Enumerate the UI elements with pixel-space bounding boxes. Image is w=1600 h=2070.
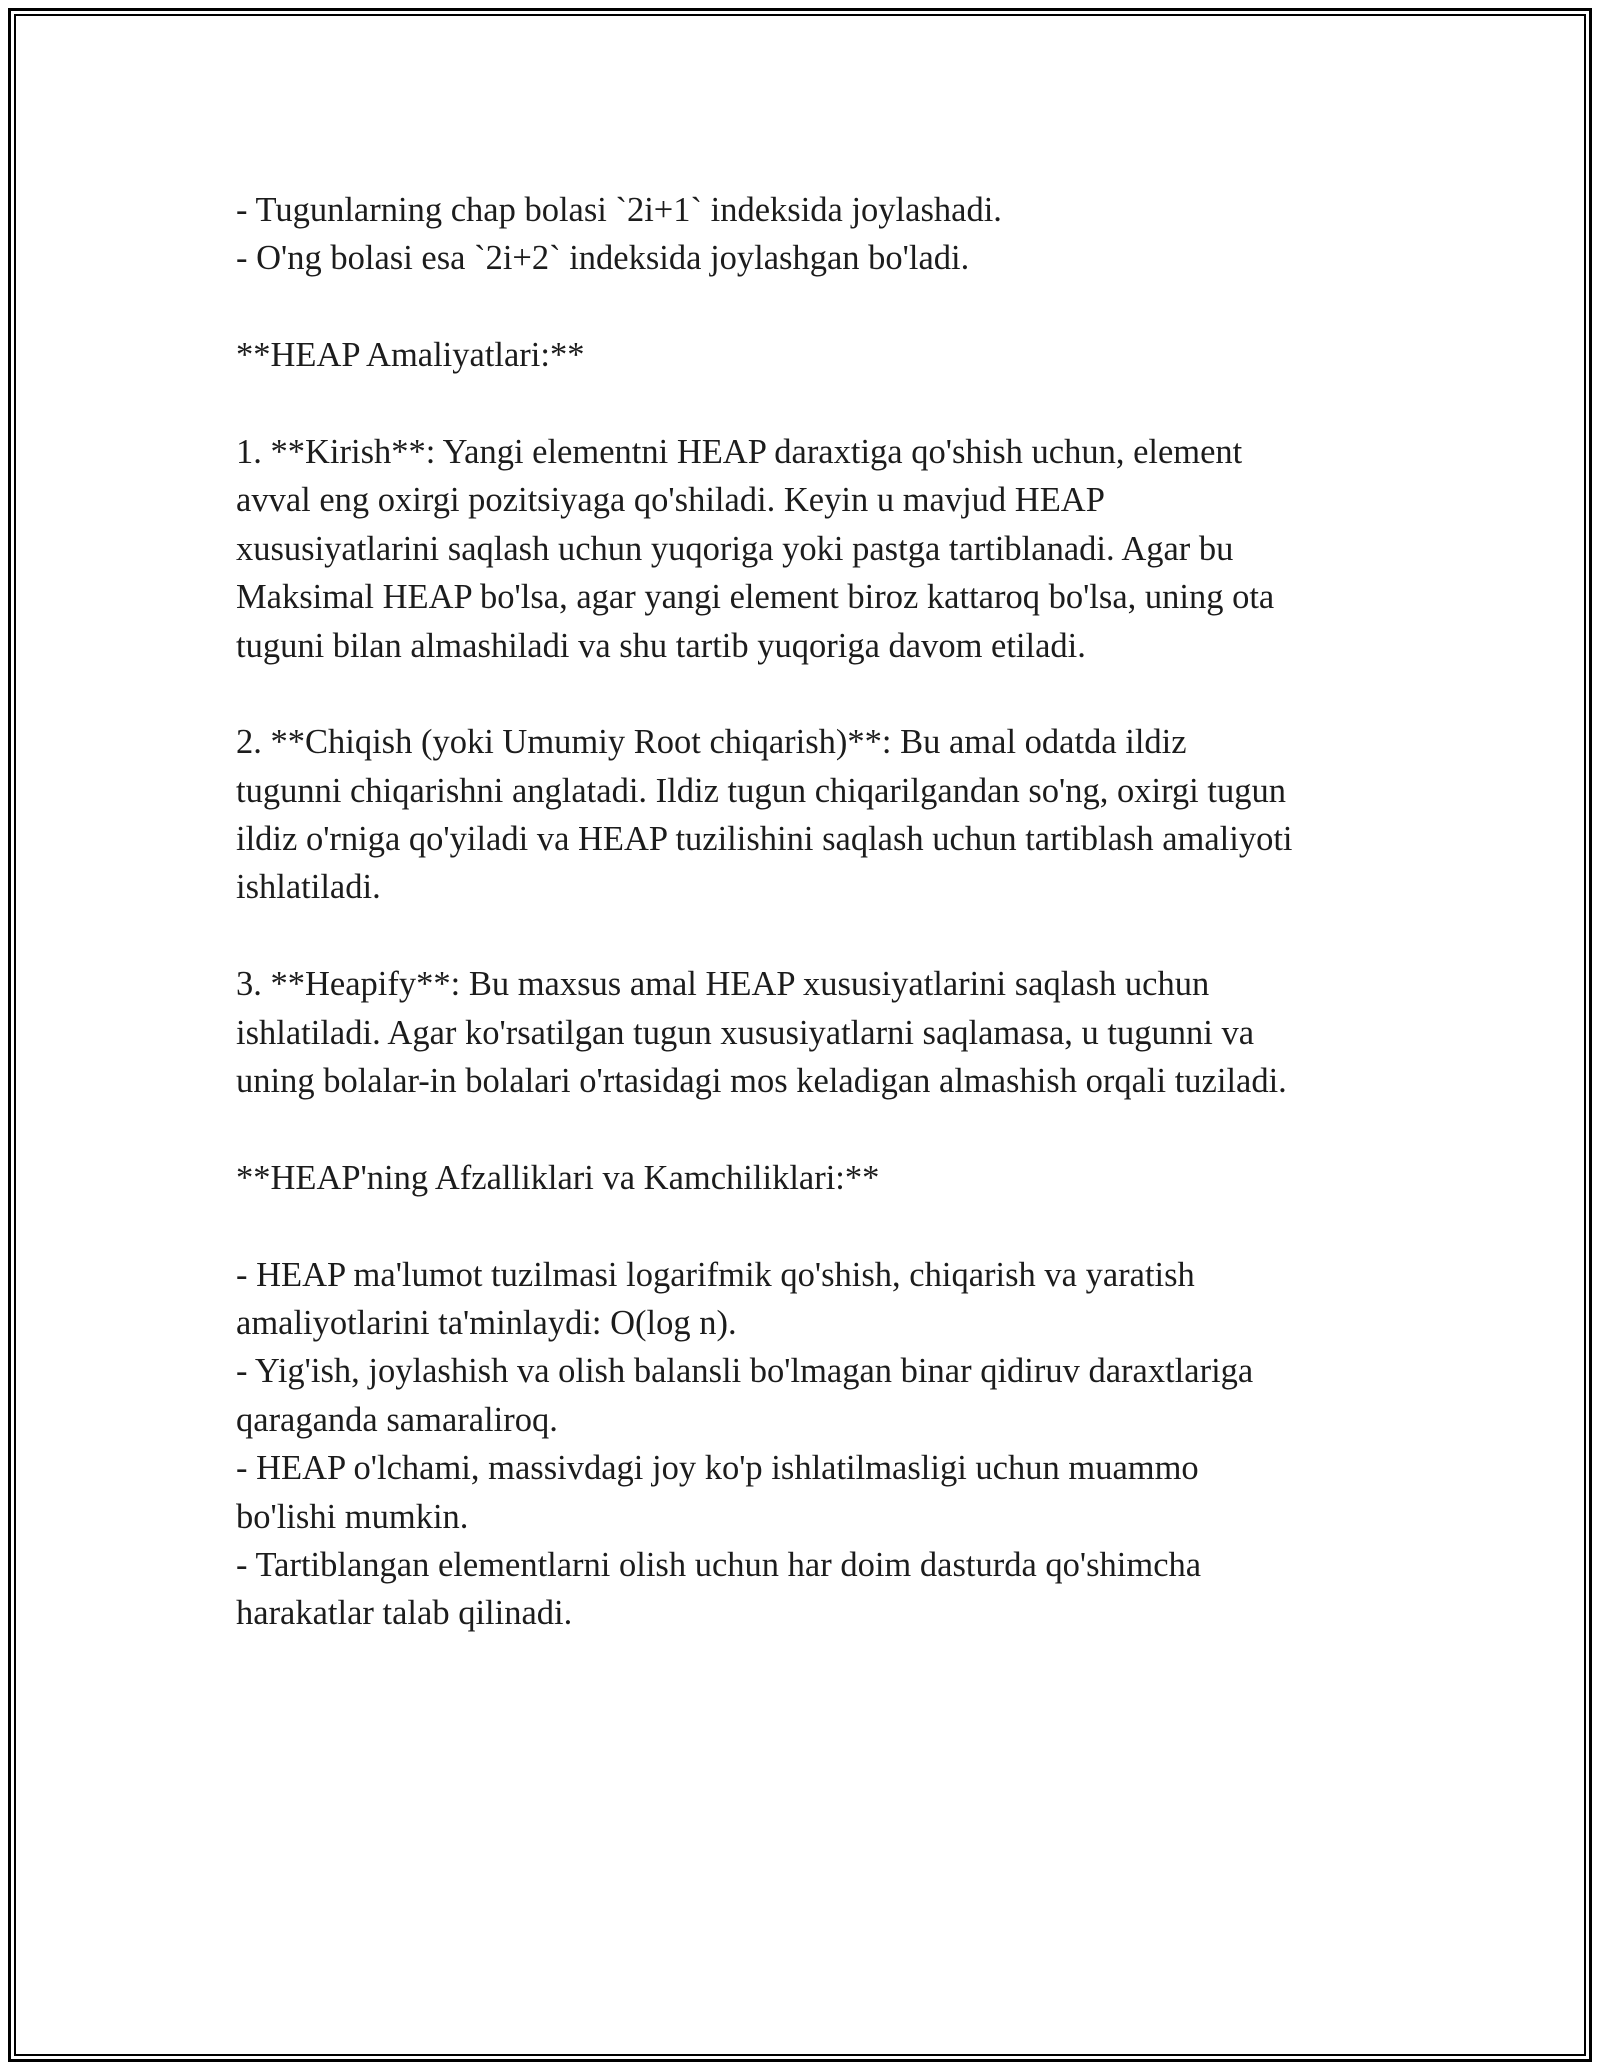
heading-pros-cons: **HEAP'ning Afzalliklari va Kamchiliklari:** — [236, 1158, 880, 1197]
bullet-efficiency: qaraganda samaraliroq. — [236, 1400, 558, 1439]
paragraph-insert-line: avval eng oxirgi pozitsiyaga qo'shiladi. Keyin u mavjud HEAP — [236, 481, 1105, 520]
blank-line — [236, 380, 1386, 428]
paragraph-extract-line: 2. **Chiqish (yoki Umumiy Root chiqarish)**: Bu amal odatda ildiz — [236, 723, 1187, 762]
paragraph-extract-line: ildiz o'rniga qo'yiladi va HEAP tuzilishini saqlash uchun tartiblash amaliyoti — [236, 820, 1293, 859]
blank-line — [236, 1105, 1386, 1153]
blank-line — [236, 1202, 1386, 1250]
paragraph-extract-line: ishlatiladi. — [236, 868, 381, 907]
paragraph-extract-line: tugunni chiqarishni anglatadi. Ildiz tugun chiqarilgandan so'ng, oxirgi tugun — [236, 771, 1286, 810]
blank-line — [236, 912, 1386, 960]
bullet-efficiency: - Yig'ish, joylashish va olish balansli bo'lmagan binar qidiruv daraxtlariga — [236, 1352, 1254, 1391]
bullet-right-child-index: - O'ng bolasi esa `2i+2` indeksida joylashgan bo'ladi. — [236, 239, 970, 278]
paragraph-insert-line: 1. **Kirish**: Yangi elementni HEAP daraxtiga qo'shish uchun, element — [236, 432, 1243, 471]
bullet-sorted-retrieval: harakatlar talab qilinadi. — [236, 1594, 573, 1633]
bullet-logarithmic-ops: - HEAP ma'lumot tuzilmasi logarifmik qo'shish, chiqarish va yaratish — [236, 1255, 1195, 1294]
document-body — [236, 186, 1386, 1638]
bullet-heap-size: - HEAP o'lchami, massivdagi joy ko'p ishlatilmasligi uchun muammo — [236, 1449, 1199, 1488]
paragraph-heapify-line: uning bolalar-in bolalari o'rtasidagi mos keladigan almashish orqali tuziladi. — [236, 1062, 1287, 1101]
heading-heap-operations: **HEAP Amaliyatlari:** — [236, 336, 585, 375]
blank-line — [236, 283, 1386, 331]
paragraph-heapify-line: ishlatiladi. Agar ko'rsatilgan tugun xususiyatlarni saqlamasa, u tugunni va — [236, 1013, 1255, 1052]
bullet-sorted-retrieval: - Tartiblangan elementlarni olish uchun har doim dasturda qo'shimcha — [236, 1545, 1202, 1584]
bullet-logarithmic-ops: amaliyotlarini ta'minlaydi: O(log n). — [236, 1303, 737, 1342]
paragraph-insert-line: Maksimal HEAP bo'lsa, agar yangi element biroz kattaroq bo'lsa, uning ota — [236, 578, 1275, 617]
paragraph-insert-line: tuguni bilan almashiladi va shu tartib yuqoriga davom etiladi. — [236, 626, 1086, 665]
blank-line — [236, 670, 1386, 718]
bullet-heap-size: bo'lishi mumkin. — [236, 1497, 469, 1536]
paragraph-heapify-line: 3. **Heapify**: Bu maxsus amal HEAP xususiyatlarini saqlash uchun — [236, 965, 1210, 1004]
paragraph-insert-line: xususiyatlarini saqlash uchun yuqoriga yoki pastga tartiblanadi. Agar bu — [236, 529, 1234, 568]
bullet-left-child-index: - Tugunlarning chap bolasi `2i+1` indeksida joylashadi. — [236, 191, 1002, 229]
